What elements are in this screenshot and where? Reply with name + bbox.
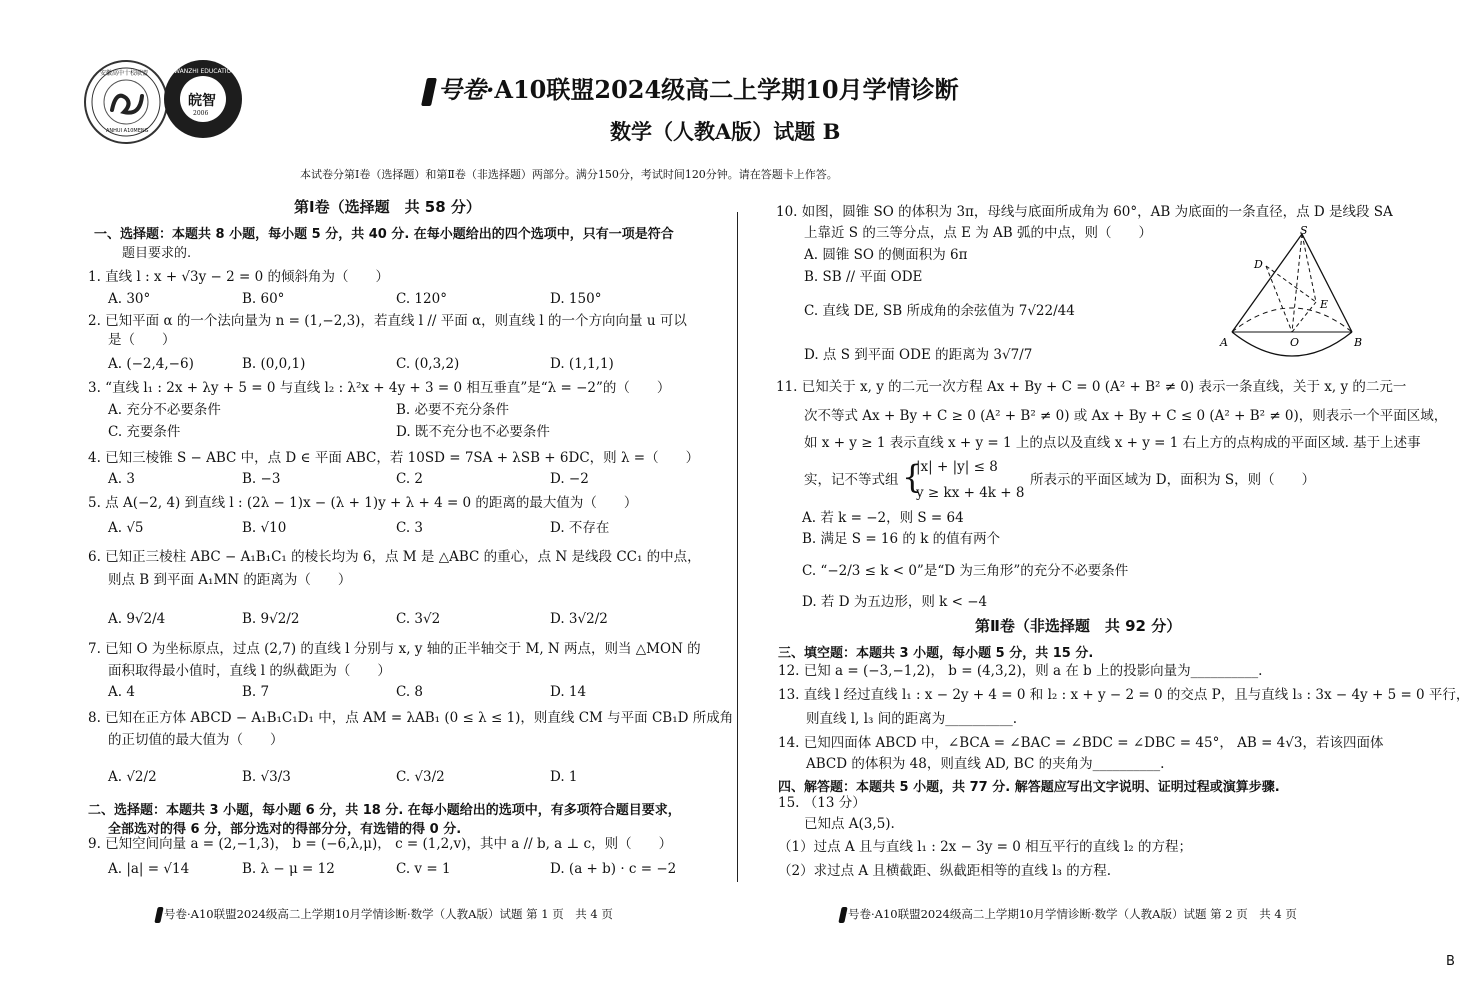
- q1-option-c: C. 120°: [396, 291, 447, 307]
- question-11-line2: 次不等式 Ax + By + C ≥ 0 (A² + B² ≠ 0) 或 Ax + By + C ≤ 0 (A² + B² ≠ 0)，则表示一个平面区域，: [804, 408, 1448, 424]
- question-6-cont: 则点 B 到平面 A₁MN 的距离为（ ）: [108, 572, 352, 588]
- q11-option-b: B. 满足 S = 16 的 k 的值有两个: [802, 531, 1001, 547]
- question-6: 6. 已知正三棱柱 ABC − A₁B₁C₁ 的棱长均为 6，点 M 是 △ABC 的重心，点 N 是线段 CC₁ 的中点，: [88, 549, 701, 565]
- question-10: 10. 如图，圆锥 SO 的体积为 3π，母线与底面所成角为 60°，AB 为底面的一条直径，点 D 是线段 SA: [776, 204, 1393, 220]
- q7-option-a: A. 4: [108, 684, 135, 700]
- q4-option-c: C. 2: [396, 471, 424, 487]
- segment-se: [1302, 234, 1316, 302]
- question-10-cont: 上靠近 S 的三等分点，点 E 为 AB 弧的中点，则（ ）: [804, 225, 1153, 241]
- question-14-cont: ABCD 的体积为 48，则直线 AD, BC 的夹角为__________.: [806, 756, 1165, 772]
- question-3: 3. “直线 l₁ : 2x + λy + 5 = 0 与直线 l₂ : λ²x + 4y + 3 = 0 相互垂直”是“λ = −2”的（ ）: [88, 380, 671, 396]
- alliance-seal-text: 安徽高中十校联盟: [100, 70, 149, 77]
- q1-option-a: A. 30°: [108, 291, 151, 307]
- question-11-line4a: 实，记不等式组: [804, 472, 899, 488]
- q3-option-c: C. 充要条件: [108, 424, 181, 440]
- section3-heading: 三、填空题：本题共 3 小题，每小题 5 分，共 15 分.: [778, 646, 1094, 661]
- label-o: O: [1290, 336, 1300, 349]
- q5-option-d: D. 不存在: [550, 520, 610, 536]
- section4-heading: 四、解答题：本题共 5 小题，共 77 分. 解答题应写出文字说明、证明过程或演算步骤.: [778, 780, 1280, 795]
- alliance-seal-sub: ANHUI A10MENG: [106, 128, 149, 134]
- q9-option-a: A. |a| = √14: [108, 861, 190, 877]
- column-divider: [737, 212, 738, 882]
- part2-heading: 第Ⅱ卷（非选择题 共 92 分）: [975, 617, 1182, 635]
- question-8: 8. 已知在正方体 ABCD − A₁B₁C₁D₁ 中，点 AM = λAB₁ (0 ≤ λ ≤ 1)，则直线 CM 与平面 CB₁D 所成角: [88, 710, 734, 726]
- footer-page-1-text: 号卷·A10联盟2024级高二上学期10月学情诊断·数学（人教A版）试题 第 1 页 共 4 页: [164, 907, 613, 921]
- question-13-cont: 则直线 l, l₃ 间的距离为__________.: [806, 711, 1018, 727]
- question-12: 12. 已知 a = (−3,−1,2)， b = (4,3,2)，则 a 在 b 上的投影向量为__________.: [778, 663, 1263, 679]
- q11-option-a: A. 若 k = −2，则 S = 64: [802, 510, 964, 526]
- question-15-part1: （1）过点 A 且与直线 l₁ : 2x − 3y = 0 相互平行的直线 l₂ 的方程；: [778, 839, 1192, 855]
- question-14: 14. 已知四面体 ABCD 中，∠BCA = ∠BAC = ∠BDC = ∠DBC = 45°， AB = 4√3，若该四面体: [778, 735, 1384, 751]
- q6-option-c: C. 3√2: [396, 611, 441, 627]
- label-s: S: [1300, 224, 1308, 237]
- label-b: B: [1354, 336, 1363, 349]
- question-8-cont: 的正切值的最大值为（ ）: [108, 732, 284, 748]
- q10-option-a: A. 圆锥 SO 的侧面积为 6π: [804, 247, 968, 263]
- segment-oe: [1292, 302, 1316, 332]
- brush-logo-icon: [154, 907, 163, 923]
- q7-option-b: B. 7: [242, 684, 270, 700]
- wanzhi-seal-year: 2006: [193, 110, 209, 117]
- brand-mark: 号卷·: [438, 75, 495, 104]
- section1-heading: 一、选择题：本题共 8 小题，每小题 5 分，共 40 分. 在每小题给出的四个选项中，只有一项是符合: [94, 227, 674, 242]
- question-15-part2: （2）求过点 A 且横截距、纵截距相等的直线 l₃ 的方程.: [778, 863, 1112, 879]
- wanzhi-seal-text: WANZHI EDUCATION: [174, 68, 236, 75]
- q7-option-c: C. 8: [396, 684, 424, 700]
- footer-page-2: [840, 906, 1297, 923]
- question-5: 5. 点 A(−2, 4) 到直线 l : (2λ − 1)x − (λ + 1)y + λ + 4 = 0 的距离的最大值为（ ）: [88, 495, 638, 511]
- question-2: 2. 已知平面 α 的一个法向量为 n = (1,−2,3)，若直线 l // 平面 α，则直线 l 的一个方向向量 u 可以: [88, 313, 687, 329]
- question-11-line3: 如 x + y ≥ 1 表示直线 x + y = 1 上的点以及直线 x + y = 1 右上方的点构成的平面区域. 基于上述事: [804, 435, 1421, 451]
- q8-option-b: B. √3/3: [242, 769, 291, 785]
- wanzhi-seal: [164, 60, 242, 138]
- q2-option-c: C. (0,3,2): [396, 356, 460, 372]
- inequality-system-brace: {: [902, 458, 923, 496]
- instructions: 本试卷分第Ⅰ卷（选择题）和第Ⅱ卷（非选择题）两部分。满分150分，考试时间120分钟。请在答题卡上作答。: [300, 168, 838, 181]
- brush-logo-icon: [421, 78, 437, 106]
- exam-subtitle: 数学（人教A版）试题 B: [610, 119, 841, 144]
- q2-option-d: D. (1,1,1): [550, 356, 614, 372]
- question-1: 1. 直线 l : x + √3y − 2 = 0 的倾斜角为（ ）: [88, 269, 389, 285]
- cone-edge-sa: [1232, 234, 1302, 332]
- question-13: 13. 直线 l 经过直线 l₁ : x − 2y + 4 = 0 和 l₂ : x + y − 2 = 0 的交点 P，且与直线 l₃ : 3x − 4y + 5 = 0 平行，: [778, 687, 1470, 703]
- question-15-given: 已知点 A(3,5).: [804, 816, 895, 832]
- q2-option-a: A. (−2,4,−6): [108, 356, 194, 372]
- q6-option-a: A. 9√2/4: [108, 611, 166, 627]
- label-a: A: [1220, 336, 1228, 349]
- question-11: 11. 已知关于 x, y 的二元一次方程 Ax + By + C = 0 (A² + B² ≠ 0) 表示一条直线，关于 x, y 的二元一: [776, 379, 1407, 395]
- wanzhi-seal-center: 皖智: [188, 93, 216, 109]
- q4-option-a: A. 3: [108, 471, 135, 487]
- q1-option-b: B. 60°: [242, 291, 285, 307]
- segment-de: [1266, 266, 1316, 302]
- question-4: 4. 已知三棱锥 S − ABC 中，点 D ∈ 平面 ABC，若 10SD = 7SA + λSB + 6DC，则 λ =（ ）: [88, 450, 700, 466]
- q4-option-d: D. −2: [550, 471, 589, 487]
- label-e: E: [1320, 298, 1329, 311]
- cone-axis-so: [1292, 234, 1302, 332]
- q5-option-b: B. √10: [242, 520, 287, 536]
- question-7-cont: 面积取得最小值时，直线 l 的纵截距为（ ）: [108, 663, 391, 679]
- q3-option-b: B. 必要不充分条件: [396, 402, 510, 418]
- inequality-system-1: |x| + |y| ≤ 8: [916, 459, 998, 475]
- q1-option-d: D. 150°: [550, 291, 602, 307]
- q10-option-b: B. SB // 平面 ODE: [804, 269, 923, 285]
- q11-option-c: C. “−2/3 ≤ k < 0”是“D 为三角形”的充分不必要条件: [802, 563, 1129, 579]
- q8-option-a: A. √2/2: [108, 769, 157, 785]
- q6-option-b: B. 9√2/2: [242, 611, 300, 627]
- cone-edge-sb: [1302, 234, 1352, 332]
- alliance-seal: [84, 60, 168, 144]
- cone-figure: [1218, 222, 1368, 358]
- q8-option-c: C. √3/2: [396, 769, 445, 785]
- q4-option-b: B. −3: [242, 471, 281, 487]
- q10-option-d: D. 点 S 到平面 ODE 的距离为 3√7/7: [804, 347, 1033, 363]
- section1-heading-cont: 题目要求的.: [122, 246, 192, 261]
- q9-option-d: D. (a + b) · c = −2: [550, 861, 677, 877]
- footer-page-1: [156, 906, 613, 923]
- section2-heading: 二、选择题：本题共 3 小题，每小题 6 分，共 18 分. 在每小题给出的选项中，有多项符合题目要求，: [88, 803, 681, 818]
- section2-heading-cont: 全部选对的得 6 分，部分选对的得部分分，有选错的得 0 分.: [108, 822, 462, 837]
- q5-option-c: C. 3: [396, 520, 424, 536]
- question-7: 7. 已知 O 为坐标原点，过点 (2,7) 的直线 l 分别与 x, y 轴的正半轴交于 M, N 两点，则当 △MON 的: [88, 641, 701, 657]
- question-9: 9. 已知空间向量 a = (2,−1,3)， b = (−6,λ,μ)， c = (1,2,v)，其中 a // b, a ⊥ c，则（ ）: [88, 836, 673, 852]
- brush-logo-icon: [838, 907, 847, 923]
- q6-option-d: D. 3√2/2: [550, 611, 608, 627]
- q9-option-c: C. v = 1: [396, 861, 451, 877]
- question-2-cont: 是（ ）: [108, 332, 176, 348]
- footer-page-2-text: 号卷·A10联盟2024级高二上学期10月学情诊断·数学（人教A版）试题 第 2 页 共 4 页: [848, 907, 1297, 921]
- q9-option-b: B. λ − μ = 12: [242, 861, 335, 877]
- q11-option-d: D. 若 D 为五边形，则 k < −4: [802, 594, 988, 610]
- q2-option-b: B. (0,0,1): [242, 356, 306, 372]
- label-d: D: [1254, 258, 1263, 271]
- title-text: A10联盟2024级高二上学期10月学情诊断: [494, 75, 959, 104]
- inequality-system-2: y ≥ kx + 4k + 8: [916, 485, 1025, 501]
- q5-option-a: A. √5: [108, 520, 144, 536]
- question-11-line4b: 所表示的平面区域为 D，面积为 S，则（ ）: [1030, 472, 1316, 488]
- question-15: 15. （13 分）: [778, 795, 866, 811]
- q3-option-a: A. 充分不必要条件: [108, 402, 221, 418]
- q7-option-d: D. 14: [550, 684, 587, 700]
- q8-option-d: D. 1: [550, 769, 578, 785]
- exam-title: [424, 70, 959, 106]
- part1-heading: 第Ⅰ卷（选择题 共 58 分）: [294, 198, 481, 216]
- q10-option-c: C. 直线 DE, SB 所成角的余弦值为 7√22/44: [804, 303, 1075, 319]
- q3-option-d: D. 既不充分也不必要条件: [396, 424, 550, 440]
- corner-mark: B: [1446, 954, 1455, 969]
